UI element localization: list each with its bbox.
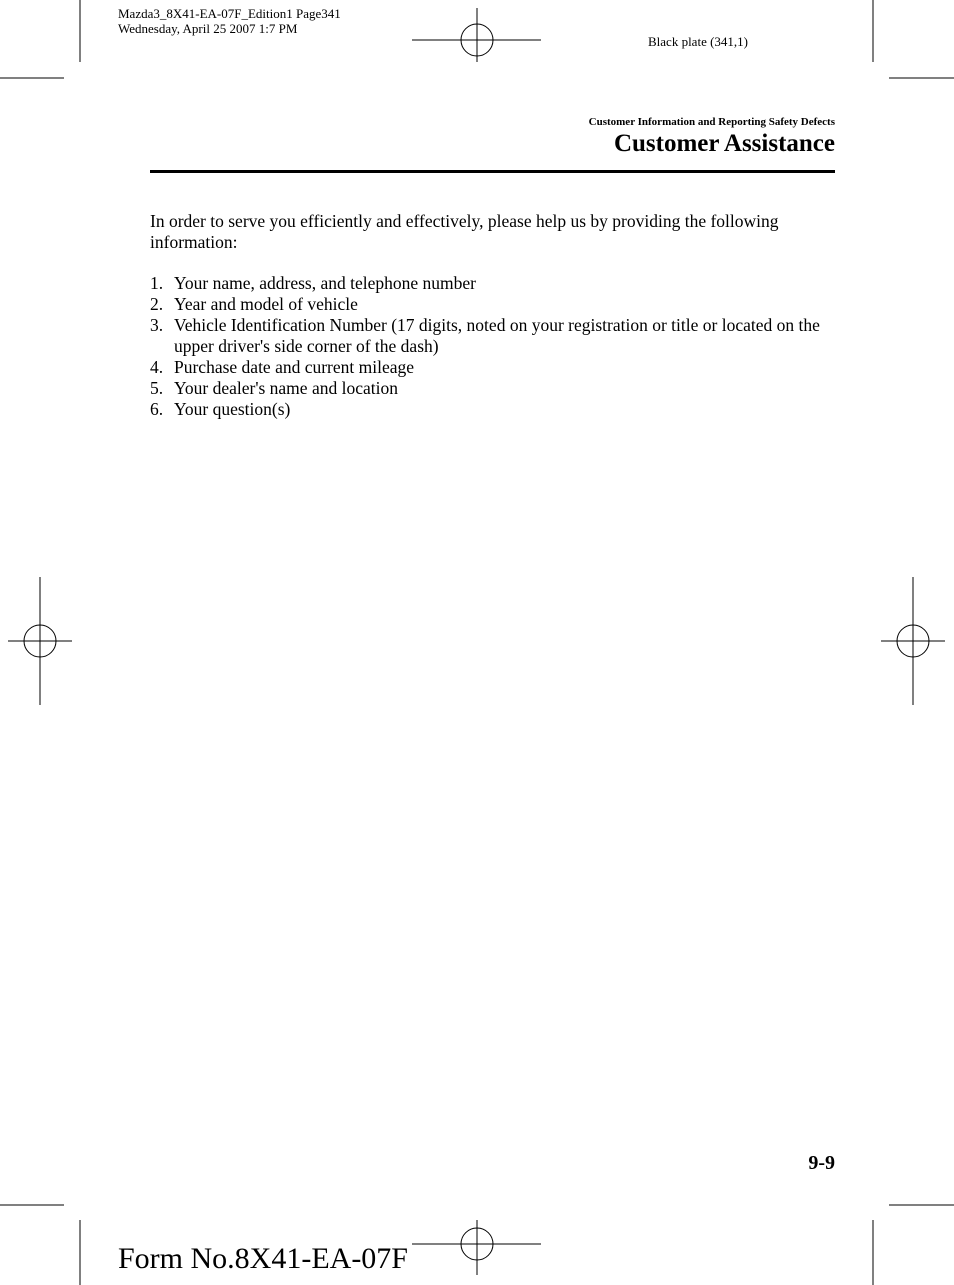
list-text: Vehicle Identification Number (17 digits, noted on your registration or title or located on the upper driver's side corner of the dash)	[174, 315, 820, 356]
list-number: 4.	[150, 357, 164, 377]
file-info-line1: Mazda3_8X41-EA-07F_Edition1 Page341	[118, 6, 341, 21]
list-item	[150, 294, 836, 315]
file-info	[118, 6, 341, 36]
list-number: 6.	[150, 399, 164, 419]
list-text: Your question(s)	[174, 399, 291, 419]
list-item	[150, 315, 836, 357]
title-rule	[150, 170, 835, 173]
list-number: 1.	[150, 273, 164, 293]
file-info-line2: Wednesday, April 25 2007 1:7 PM	[118, 21, 298, 36]
intro-paragraph: In order to serve you efficiently and effectively, please help us by providing the following information:	[150, 211, 779, 252]
list-number: 2.	[150, 294, 164, 314]
list-item	[150, 273, 836, 294]
form-number: Form No.8X41-EA-07F	[118, 1242, 408, 1275]
plate-label: Black plate (341,1)	[648, 34, 748, 49]
list-text: Your name, address, and telephone number	[174, 273, 476, 293]
list-text: Your dealer's name and location	[174, 378, 398, 398]
body-content	[150, 211, 836, 420]
list-item	[150, 357, 836, 378]
list-number: 3.	[150, 315, 164, 335]
list-number: 5.	[150, 378, 164, 398]
section-label: Customer Information and Reporting Safety Defects	[588, 116, 835, 128]
list-item	[150, 399, 836, 420]
page-title: Customer Assistance	[613, 130, 835, 157]
page-number: 9-9	[808, 1152, 835, 1174]
list-text: Purchase date and current mileage	[174, 357, 415, 377]
list-item	[150, 378, 836, 399]
info-list	[150, 273, 836, 420]
list-text: Year and model of vehicle	[174, 294, 358, 314]
